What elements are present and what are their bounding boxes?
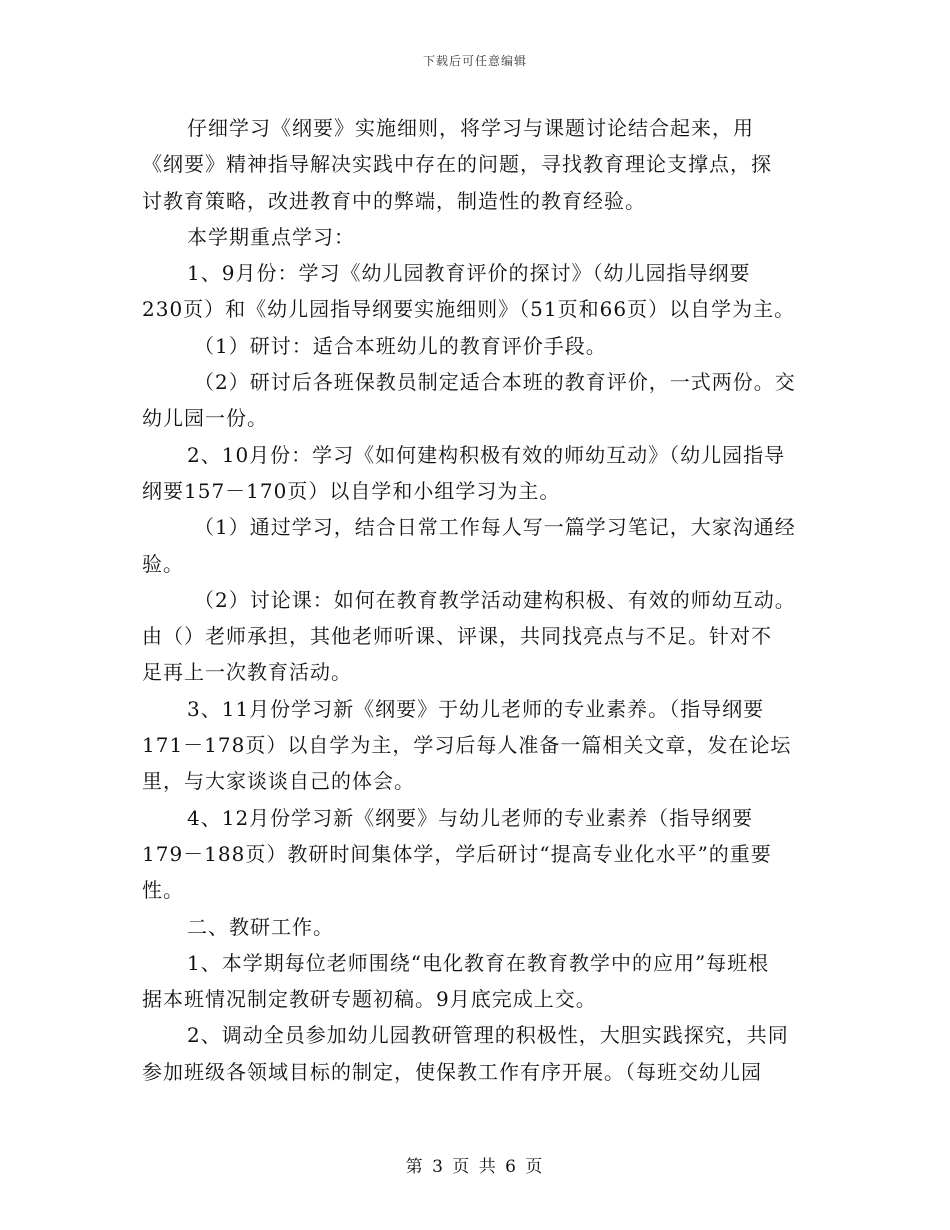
text-line: 《纲要》精神指导解决实践中存在的问题，寻找教育理论支撑点，探 — [142, 152, 772, 177]
text-line: 仔细学习《纲要》实施细则，将学习与课题讨论结合起来，用 — [187, 116, 754, 140]
text-line: 3、11月份学习新《纲要》于幼儿老师的专业素养。（指导纲要 — [187, 696, 765, 721]
text-line: 4、12月份学习新《纲要》与幼儿老师的专业素养（指导纲要 — [187, 805, 754, 830]
text-line: （2）研讨后各班保教员制定适合本班的教育评价，一式两份。交 — [194, 370, 796, 395]
text-line: 性。 — [142, 878, 184, 903]
text-line: 据本班情况制定教研专题初稿。9月底完成上交。 — [142, 987, 597, 1012]
text-line: 验。 — [142, 551, 184, 576]
page-number-footer: 第 3 页 共 6 页 — [405, 1157, 545, 1177]
document-body — [142, 110, 822, 1090]
text-line: 二、教研工作。 — [187, 914, 334, 939]
text-line: 230页）和《幼儿园指导纲要实施细则》（51页和66页）以自学为主。 — [142, 297, 796, 322]
text-line: 足再上一次教育活动。 — [142, 660, 352, 685]
text-line: （1）通过学习，结合日常工作每人写一篇学习笔记，大家沟通经 — [194, 515, 796, 540]
page-header: 下载后可任意编辑 — [422, 54, 527, 68]
text-line: 1、本学期每位老师围绕“电化教育在教育教学中的应用”每班根 — [187, 950, 770, 975]
text-line: 179－188页）教研时间集体学，学后研讨“提高专业化水平”的重要 — [142, 841, 772, 866]
text-line: 2、调动全员参加幼儿园教研管理的积极性，大胆实践探究，共同 — [187, 1023, 789, 1048]
text-line: 讨教育策略，改进教育中的弊端，制造性的教育经验。 — [142, 188, 646, 213]
text-line: 参加班级各领域目标的制定，使保教工作有序开展。（每班交幼儿园 — [142, 1059, 762, 1084]
text-line: 171－178页）以自学为主，学习后每人准备一篇相关文章，发在论坛 — [142, 733, 792, 758]
text-line: （1）研讨：适合本班幼儿的教育评价手段。 — [194, 333, 607, 358]
text-line: 幼儿园一份。 — [142, 406, 268, 431]
text-line: 纲要157－170页）以自学和小组学习为主。 — [142, 478, 561, 503]
text-line: 里，与大家谈谈自己的体会。 — [142, 769, 415, 794]
text-line: 2、10月份：学习《如何建构积极有效的师幼互动》（幼儿园指导 — [187, 442, 786, 467]
text-line: （2）讨论课：如何在教育教学活动建构积极、有效的师幼互动。 — [194, 587, 796, 612]
text-line: 由（）老师承担，其他老师听课、评课，共同找亮点与不足。针对不 — [142, 624, 772, 649]
text-line: 本学期重点学习： — [187, 224, 355, 249]
text-line: 1、9月份：学习《幼儿园教育评价的探讨》（幼儿园指导纲要 — [187, 261, 751, 286]
